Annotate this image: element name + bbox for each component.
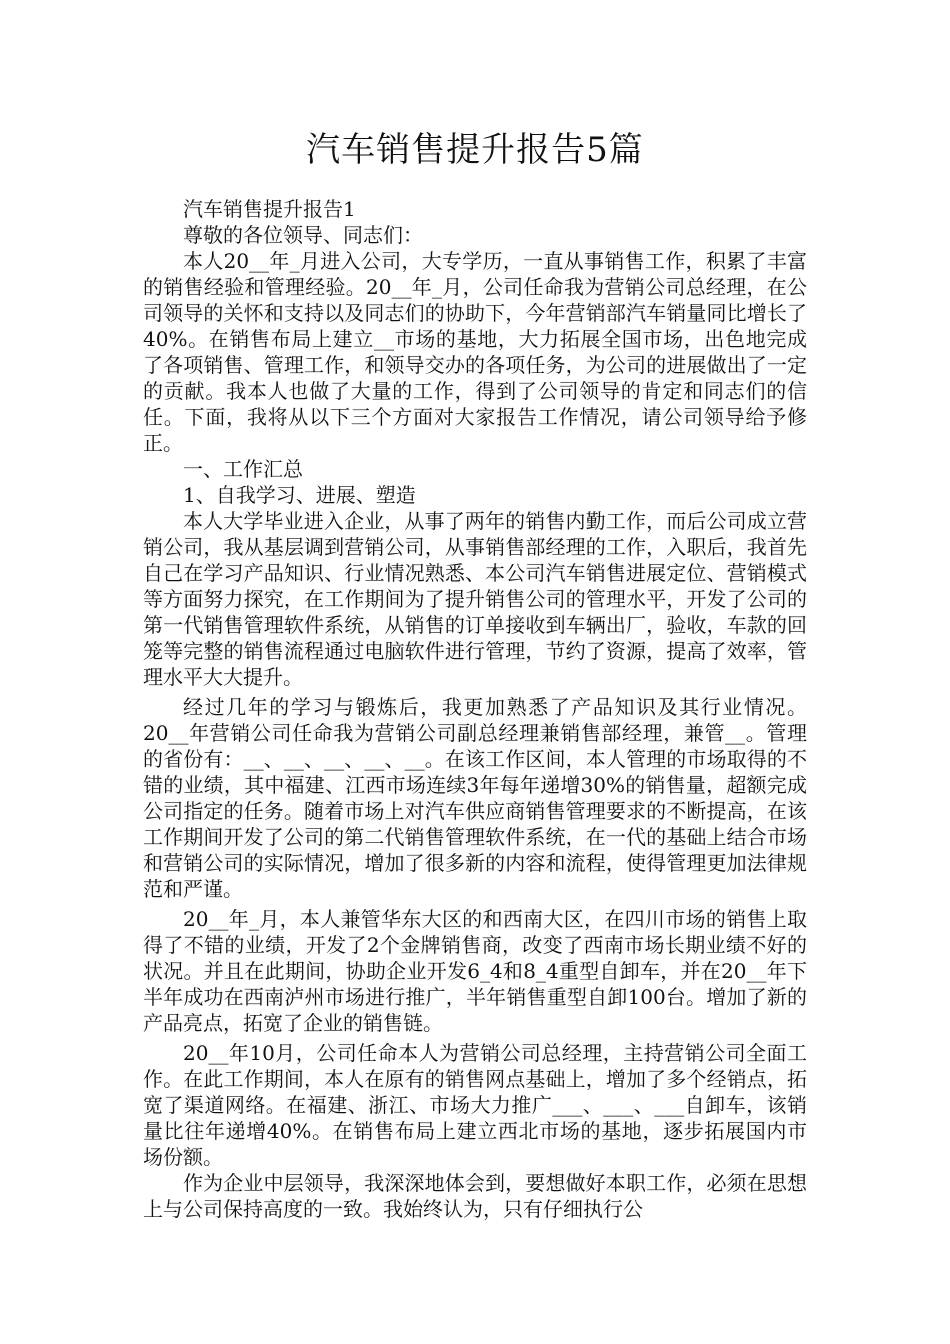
section-heading: 一、工作汇总 [183,457,303,481]
paragraph-3: 20__年_月，本人兼管华东大区的和西南大区，在四川市场的销售上取得了不错的业绩，开发了2个金牌销售商，改变了西南市场长期业绩不好的状况。并且在此期间，协助企业开发6_4和8_4重型自卸车，并在20__年下半年成功在西南泸州市场进行推广，半年销售重型自卸100台。增加了新的产品亮点，拓宽了企业的销售链。 [143,907,807,1035]
document-title: 汽车销售提升报告5篇 [306,130,644,170]
paragraph-4: 20__年10月，公司任命本人为营销公司总经理，主持营销公司全面工作。在此工作期间，本人在原有的销售网点基础上，增加了多个经销点，拓宽了渠道网络。在福建、浙江、市场大力推广___、___、___自卸车，该销量比往年递增40%。在销售布局上建立西北市场的基地，逐步拓展国内市场份额。 [143,1041,807,1169]
paragraph-intro: 本人20__年_月进入公司，大专学历，一直从事销售工作，积累了丰富的销售经验和管理经验。20__年_月，公司任命我为营销公司总经理，在公司领导的关怀和支持以及同志们的协助下，今年营销部汽车销量同比增长了40%。在销售布局上建立__市场的基地，大力拓展全国市场，出色地完成了各项销售、管理工作，和领导交办的各项任务，为公司的进展做出了一定的贡献。我本人也做了大量的工作，得到了公司领导的肯定和同志们的信任。下面，我将从以下三个方面对大家报告工作情况，请公司领导给予修正。 [143,249,807,455]
salutation: 尊敬的各位领导、同志们： [183,223,423,247]
paragraph-5: 作为企业中层领导，我深深地体会到，要想做好本职工作，必须在思想上与公司保持高度的一致。我始终认为，只有仔细执行公 [143,1171,807,1221]
subsection-heading: 1、自我学习、进展、塑造 [183,483,416,507]
paragraph-1: 本人大学毕业进入企业，从事了两年的销售内勤工作，而后公司成立营销公司，我从基层调到营销公司，从事销售部经理的工作，入职后，我首先自己在学习产品知识、行业情况熟悉、本公司汽车销售进展定位、营销模式等方面努力探究，在工作期间为了提升销售公司的管理水平，开发了公司的第一代销售管理软件系统，从销售的订单接收到车辆出厂，验收，车款的回笼等完整的销售流程通过电脑软件进行管理，节约了资源，提高了效率，管理水平大大提升。 [143,509,807,689]
report-subtitle: 汽车销售提升报告1 [183,197,356,221]
document-body [143,196,807,1222]
paragraph-2: 经过几年的学习与锻炼后，我更加熟悉了产品知识及其行业情况。20__年营销公司任命我为营销公司副总经理兼销售部经理，兼管__。管理的省份有：__、__、__、__、__。在该工作区间，本人管理的市场取得的不错的业绩，其中福建、江西市场连续3年每年递增30%的销售量，超额完成公司指定的任务。随着市场上对汽车供应商销售管理要求的不断提高，在该工作期间开发了公司的第二代销售管理软件系统，在一代的基础上结合市场和营销公司的实际情况，增加了很多新的内容和流程，使得管理更加法律规范和严谨。 [143,695,807,901]
